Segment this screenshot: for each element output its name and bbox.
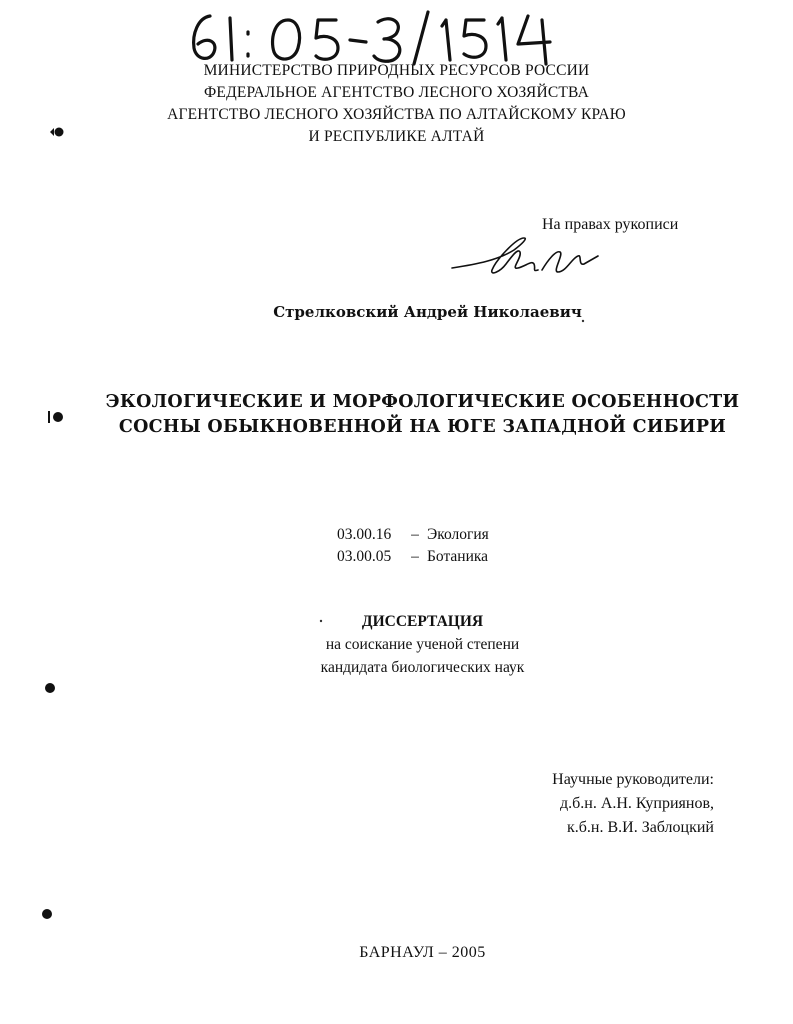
ministry-line: АГЕНТСТВО ЛЕСНОГО ХОЗЯЙСТВА ПО АЛТАЙСКОМУ КРАЮ [167,106,626,123]
ministry-header [0,60,793,148]
degree-block [0,610,793,679]
specialty-dash: – [411,526,419,543]
advisors-block [452,768,714,840]
specialty-dash: – [411,548,419,565]
author-signature [448,230,608,280]
ministry-line: ФЕДЕРАЛЬНОЕ АГЕНТСТВО ЛЕСНОГО ХОЗЯЙСТВА [203,84,590,101]
punch-mark [48,124,66,140]
ministry-line: И РЕСПУБЛИКЕ АЛТАЙ [308,128,485,145]
specialty-name: Ботаника [427,548,489,565]
scan-speck [580,318,586,324]
city-year: БАРНАУЛ – 2005 [359,944,486,961]
advisor-name: д.б.н. А.Н. Куприянов, [559,795,714,812]
specialty-code: 03.00.16 [337,526,392,543]
punch-mark [46,408,66,426]
manuscript-rights-note: На правах рукописи [542,216,679,233]
degree-heading: ДИССЕРТАЦИЯ [361,613,484,630]
degree-line: кандидата биологических наук [320,659,525,676]
ministry-line: МИНИСТЕРСТВО ПРИРОДНЫХ РЕСУРСОВ РОССИИ [203,62,590,79]
specialty-row [337,524,489,546]
degree-line: на соискание ученой степени [325,636,520,653]
title-line: СОСНЫ ОБЫКНОВЕННОЙ НА ЮГЕ ЗАПАДНОЙ СИБИРИ [118,417,727,437]
title-line: ЭКОЛОГИЧЕСКИЕ И МОРФОЛОГИЧЕСКИЕ ОСОБЕННОСТИ [105,392,740,412]
punch-mark [38,905,56,923]
scan-speck [318,618,324,624]
advisor-name: к.б.н. В.И. Заблоцкий [566,819,714,836]
author-name: Стрелковский Андрей Николаевич [273,303,582,321]
specialty-name: Экология [427,526,489,543]
advisors-heading: Научные руководители: [552,771,714,788]
punch-mark [40,680,58,696]
dissertation-title [0,390,793,440]
specialty-code: 03.00.05 [337,548,392,565]
specialty-row [337,546,488,568]
